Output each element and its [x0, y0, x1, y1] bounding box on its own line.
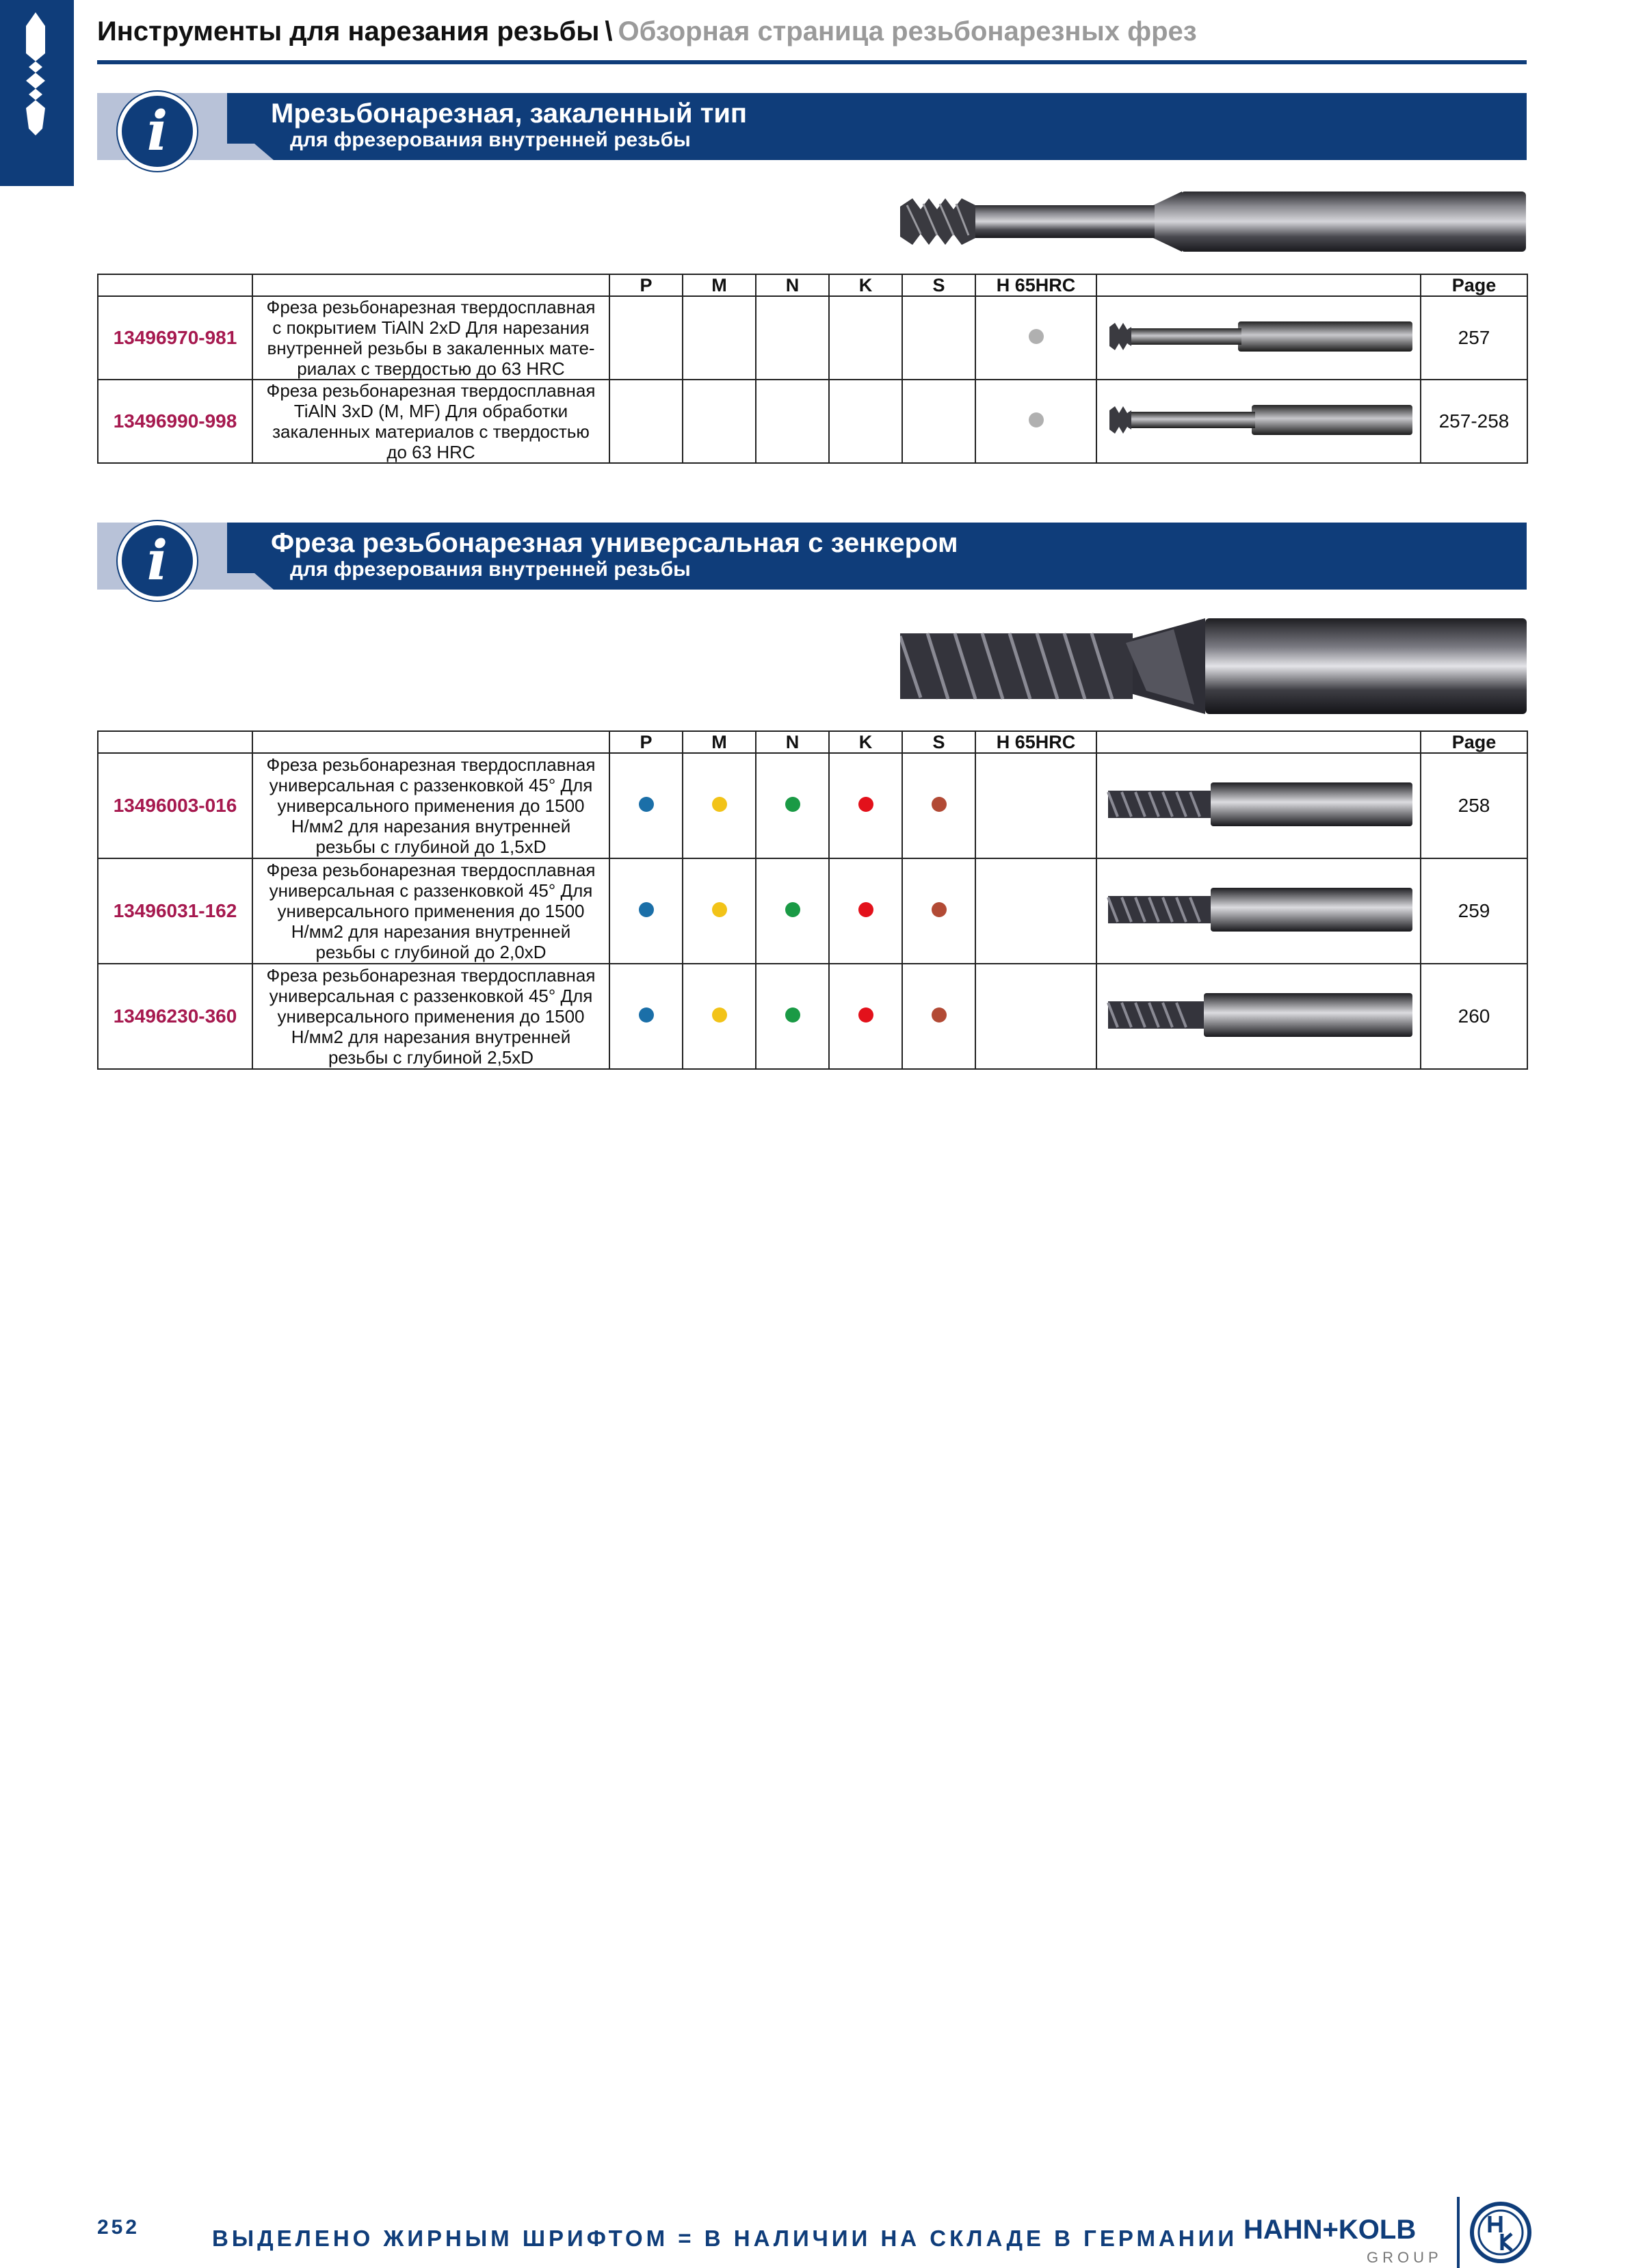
article-code[interactable]: 13496031-162: [98, 858, 252, 964]
article-code[interactable]: 13496230-360: [98, 964, 252, 1069]
page-ref[interactable]: 257: [1421, 296, 1527, 380]
page-header: [97, 16, 1197, 47]
col-k: K: [829, 274, 902, 296]
col-m: M: [683, 274, 756, 296]
page-ref[interactable]: 259: [1421, 858, 1527, 964]
col-n: N: [756, 274, 829, 296]
table-row[interactable]: [98, 296, 1527, 380]
material-p-dot: [639, 902, 654, 917]
stock-note: ВЫДЕЛЕНО ЖИРНЫМ ШРИФТОМ = В НАЛИЧИИ НА СКЛАДЕ В ГЕРМАНИИ: [212, 2226, 1238, 2251]
article-code[interactable]: 13496990-998: [98, 380, 252, 463]
page-ref[interactable]: 260: [1421, 964, 1527, 1069]
section-title: Мрезьбонарезная, закаленный тип: [271, 98, 748, 129]
col-page: Page: [1421, 274, 1527, 296]
col-m: M: [683, 731, 756, 753]
info-icon: i: [118, 521, 197, 601]
chapter-side-tab: [0, 0, 74, 186]
header-subtitle: Обзорная страница резьбонарезных фрез: [618, 16, 1197, 47]
material-s-dot: [932, 902, 947, 917]
drill-icon: [15, 12, 56, 135]
material-h-dot: [1029, 329, 1044, 344]
col-k: K: [829, 731, 902, 753]
section-title: Фреза резьбонарезная универсальная с зенкером: [271, 528, 958, 558]
table-row[interactable]: [98, 964, 1527, 1069]
material-p-dot: [639, 1007, 654, 1023]
article-description: Фреза резьбонарезная твердосплавная универсальная с раззенковкой 45° Для универсального применения до 1500 Н/мм2 для нарезания внутренней резьбы с глубиной до 1,5xD: [252, 753, 609, 858]
article-description: Фреза резьбонарезная твердосплавная универсальная с раззенковкой 45° Для универсального применения до 1500 Н/мм2 для нарезания внутренней резьбы с глубиной 2,5xD: [252, 964, 609, 1069]
material-m-dot: [712, 902, 727, 917]
section-subtitle: для фрезерования внутренней резьбы: [290, 129, 691, 151]
material-k-dot: [858, 1007, 873, 1023]
page-ref[interactable]: 258: [1421, 753, 1527, 858]
logo-name: HAHN+KOLB: [1243, 2215, 1417, 2245]
product-image: [900, 616, 1529, 717]
material-p-dot: [639, 797, 654, 812]
tool-thumbnail: [1096, 296, 1421, 380]
logo-group: GROUP: [1367, 2249, 1443, 2266]
material-m-dot: [712, 1007, 727, 1023]
section-banner: [97, 93, 1527, 163]
product-table: [97, 730, 1528, 1070]
col-s: S: [902, 274, 975, 296]
tool-thumbnail: [1096, 380, 1421, 463]
table-row[interactable]: [98, 858, 1527, 964]
material-k-dot: [858, 902, 873, 917]
section-subtitle: для фрезерования внутренней резьбы: [290, 558, 691, 581]
col-p: P: [609, 274, 683, 296]
hk-emblem-icon: [1469, 2201, 1532, 2264]
product-table: [97, 274, 1528, 464]
tool-thumbnail: [1096, 858, 1421, 964]
table-header-row: [98, 274, 1527, 296]
material-h-dot: [1029, 412, 1044, 427]
col-s: S: [902, 731, 975, 753]
tool-thumbnail: [1096, 964, 1421, 1069]
material-m-dot: [712, 797, 727, 812]
article-description: Фреза резьбонарезная твердосплавная универсальная с раззенковкой 45° Для универсального применения до 1500 Н/мм2 для нарезания внутренней резьбы с глубиной до 2,0xD: [252, 858, 609, 964]
article-code[interactable]: 13496003-016: [98, 753, 252, 858]
header-title: Инструменты для нарезания резьбы: [97, 16, 600, 47]
table-row[interactable]: [98, 753, 1527, 858]
col-p: P: [609, 731, 683, 753]
page-ref[interactable]: 257-258: [1421, 380, 1527, 463]
col-page: Page: [1421, 731, 1527, 753]
page-number: 252: [97, 2216, 140, 2239]
product-image: [900, 186, 1529, 257]
info-icon: i: [118, 92, 197, 171]
section-banner: [97, 523, 1527, 590]
col-n: N: [756, 731, 829, 753]
header-rule: [97, 60, 1527, 64]
material-k-dot: [858, 797, 873, 812]
tool-thumbnail: [1096, 753, 1421, 858]
material-s-dot: [932, 1007, 947, 1023]
article-code[interactable]: 13496970-981: [98, 296, 252, 380]
article-description: Фреза резьбонарезная твердосплавная TiAlN 3xD (M, MF) Для обработки закаленных материалов с твердостью до 63 HRC: [252, 380, 609, 463]
table-row[interactable]: [98, 380, 1527, 463]
article-description: Фреза резьбонарезная твердосплавная с покрытием TiAlN 2xD Для нарезания внутренней резьбы в закаленных мате- риалах с твердостью до 63 HRC: [252, 296, 609, 380]
material-n-dot: [785, 902, 800, 917]
col-h: H 65HRC: [975, 274, 1096, 296]
table-header-row: [98, 731, 1527, 753]
material-n-dot: [785, 797, 800, 812]
header-separator: \: [605, 16, 613, 47]
material-s-dot: [932, 797, 947, 812]
col-h: H 65HRC: [975, 731, 1096, 753]
material-n-dot: [785, 1007, 800, 1023]
